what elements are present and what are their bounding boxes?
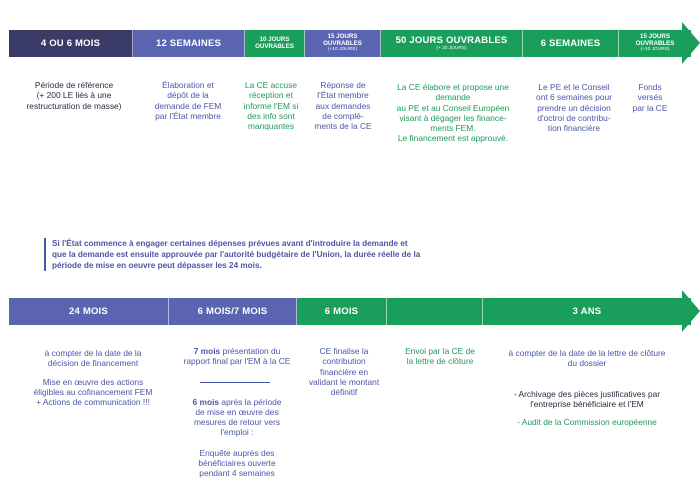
bottom-desc-3-line: définitif xyxy=(330,387,358,398)
bottom-desc-1 xyxy=(22,348,164,407)
top-segment-7 xyxy=(619,30,691,57)
bottom-desc-3-line: CE finalise la xyxy=(319,346,369,356)
bottom-desc-2-line: rapport final par l'EM à la CE xyxy=(183,356,291,367)
top-desc-3-line: réception et xyxy=(249,90,293,101)
top-segment-1 xyxy=(9,30,133,57)
bottom-segment-4 xyxy=(387,298,483,325)
top-desc-5 xyxy=(383,82,523,144)
top-desc-4-line: de complé- xyxy=(322,110,364,121)
top-segment-5-sub: (+ 20 JOURS) xyxy=(436,45,467,51)
bottom-desc-5-line: - Audit de la Commission européenne xyxy=(517,417,657,428)
top-segment-3-label: 10 JOURS OUVRABLES xyxy=(255,36,294,50)
bottom-desc-2-line: de mise en œuvre des xyxy=(195,406,279,417)
top-segment-4-label: 15 JOURS OUVRABLES xyxy=(323,33,362,47)
top-desc-2-line: par l'État membre xyxy=(155,110,221,121)
bottom-segment-1 xyxy=(9,298,169,325)
implementation-note: Si l'État commence à engager certaines dépenses prévues avant d'introduire la demande et que la demande est ensuite approuvée par l'autorité budgétaire de l'Union, la durée réelle de la période de mise en oeuvre peut dépasser les 24 mois. xyxy=(44,238,422,271)
top-desc-3 xyxy=(236,80,306,131)
bottom-desc-1-line: Mise en œuvre des actions xyxy=(42,376,144,387)
bottom-desc-3-line: validant le montant xyxy=(308,376,380,387)
top-desc-1-line: Période de référence xyxy=(34,80,114,90)
top-desc-5-line: ments FEM. xyxy=(430,123,476,134)
bottom-desc-1-line: éligibles au cofinancement FEM xyxy=(33,386,153,397)
top-desc-5-line: au PE et au Conseil Européen xyxy=(396,102,510,113)
bottom-desc-5-line: l'entreprise bénéficiaire et l'EM xyxy=(530,398,644,409)
top-segment-5-label: 50 JOURS OUVRABLES xyxy=(395,35,508,46)
bottom-desc-3-line: contribution xyxy=(322,356,366,367)
top-segment-5 xyxy=(381,30,523,57)
top-desc-1 xyxy=(12,80,136,111)
top-desc-3-line: informe l'EM si xyxy=(243,100,299,111)
bottom-desc-2-line xyxy=(168,346,306,356)
bottom-desc-2-line xyxy=(168,397,306,407)
top-segment-6-label: 6 SEMAINES xyxy=(540,37,601,49)
top-segment-3 xyxy=(245,30,305,57)
bottom-desc-2-line: l'emploi : xyxy=(220,427,254,438)
bottom-desc-2-line: mesures de retour vers xyxy=(193,417,281,428)
top-arrow-head xyxy=(682,22,700,64)
top-desc-7-line: Fonds xyxy=(638,82,662,92)
bottom-desc-2 xyxy=(168,346,306,479)
bottom-desc-5-line: - Archivage des pièces justificatives par xyxy=(513,388,661,399)
top-desc-4-line: l'État membre xyxy=(317,90,369,101)
top-desc-5-line: demande xyxy=(435,92,471,103)
bottom-desc-2-line: Enquête auprès des xyxy=(199,447,275,458)
top-desc-4-line: ments de la CE xyxy=(314,121,372,132)
bottom-desc-2-text: après la période xyxy=(219,396,282,407)
bottom-desc-2-line: bénéficiaires ouverte xyxy=(198,458,276,469)
top-desc-3-line: des info sont xyxy=(247,110,295,121)
bottom-desc-5-line: du dossier xyxy=(567,358,607,369)
top-desc-6-line: ont 6 semaines pour xyxy=(536,92,612,103)
top-segment-4 xyxy=(305,30,381,57)
top-segment-7-label: 15 JOURS OUVRABLES xyxy=(635,33,675,47)
top-desc-4-line: aux demandes xyxy=(315,100,371,111)
top-desc-2-line: Élaboration et xyxy=(162,80,214,90)
bottom-segment-3 xyxy=(297,298,387,325)
bottom-desc-2-line: pendant 4 semaines xyxy=(199,468,275,479)
top-desc-5-line: La CE élabore et propose une xyxy=(397,82,509,92)
top-desc-7-line: par la CE xyxy=(632,102,668,113)
bottom-segment-2 xyxy=(169,298,297,325)
bottom-desc-3 xyxy=(294,346,394,397)
bottom-desc-5-line: à compter de la date de la lettre de clôture xyxy=(508,348,666,358)
bottom-desc-2-bold: 6 mois xyxy=(192,396,220,407)
top-desc-4 xyxy=(306,80,380,131)
top-desc-7 xyxy=(624,82,676,113)
bottom-timeline-bar xyxy=(9,298,691,325)
bottom-segment-5 xyxy=(483,298,691,325)
top-desc-6-line: tion financière xyxy=(547,123,601,134)
bottom-desc-1-line: à compter de la date de la xyxy=(44,348,142,358)
top-segment-1-label: 4 OU 6 MOIS xyxy=(40,37,101,49)
bottom-desc-4-line: la lettre de clôture xyxy=(406,356,474,367)
top-segment-2 xyxy=(133,30,245,57)
bottom-segment-5-label: 3 ANS xyxy=(572,305,602,317)
bottom-desc-2-text: présentation du xyxy=(220,346,281,356)
top-segment-4-sub: (+10 JOURS) xyxy=(328,47,357,53)
top-desc-1-line: (+ 200 LE liés à une xyxy=(36,90,112,101)
top-desc-7-line: versés xyxy=(637,92,663,103)
bottom-desc-5 xyxy=(490,348,684,427)
bottom-desc-1-line: décision de financement xyxy=(47,358,139,369)
bottom-desc-4 xyxy=(388,346,492,367)
top-desc-2 xyxy=(136,80,240,121)
top-segment-2-label: 12 SEMAINES xyxy=(155,37,222,49)
bottom-segment-1-label: 24 MOIS xyxy=(69,305,108,317)
top-desc-6-line: prendre un décision xyxy=(537,102,611,113)
bottom-desc-1-line: + Actions de communication !!! xyxy=(36,397,150,408)
bottom-segment-2-label: 6 MOIS/7 MOIS xyxy=(197,305,268,317)
top-desc-3-line: La CE accuse xyxy=(244,80,298,90)
bottom-desc-4-line: Envoi par la CE de xyxy=(405,346,475,356)
bottom-desc-2-separator xyxy=(200,382,270,383)
top-desc-1-line: restructuration de masse) xyxy=(26,100,122,111)
top-desc-6 xyxy=(524,82,624,133)
top-desc-3-line: manquantes xyxy=(247,121,295,132)
top-desc-2-line: dépôt de la xyxy=(167,90,209,101)
top-segment-7-sub: (+10 JOURS) xyxy=(640,47,670,53)
top-timeline-bar xyxy=(9,30,691,57)
top-desc-2-line: demande de FEM xyxy=(154,100,222,111)
bottom-arrow-head xyxy=(682,290,700,332)
top-desc-4-line: Réponse de xyxy=(320,80,366,90)
bottom-desc-3-line: financière en xyxy=(320,366,368,377)
top-segment-6 xyxy=(523,30,619,57)
top-desc-5-line: visant à dégager les finance- xyxy=(399,112,507,123)
bottom-segment-3-label: 6 MOIS xyxy=(324,305,359,317)
top-desc-6-line: Le PE et le Conseil xyxy=(538,82,610,92)
top-desc-5-line: Le financement est approuvé. xyxy=(397,133,509,144)
top-desc-6-line: d'octroi de contribu- xyxy=(537,112,611,123)
bottom-desc-2-bold: 7 mois xyxy=(193,346,221,356)
